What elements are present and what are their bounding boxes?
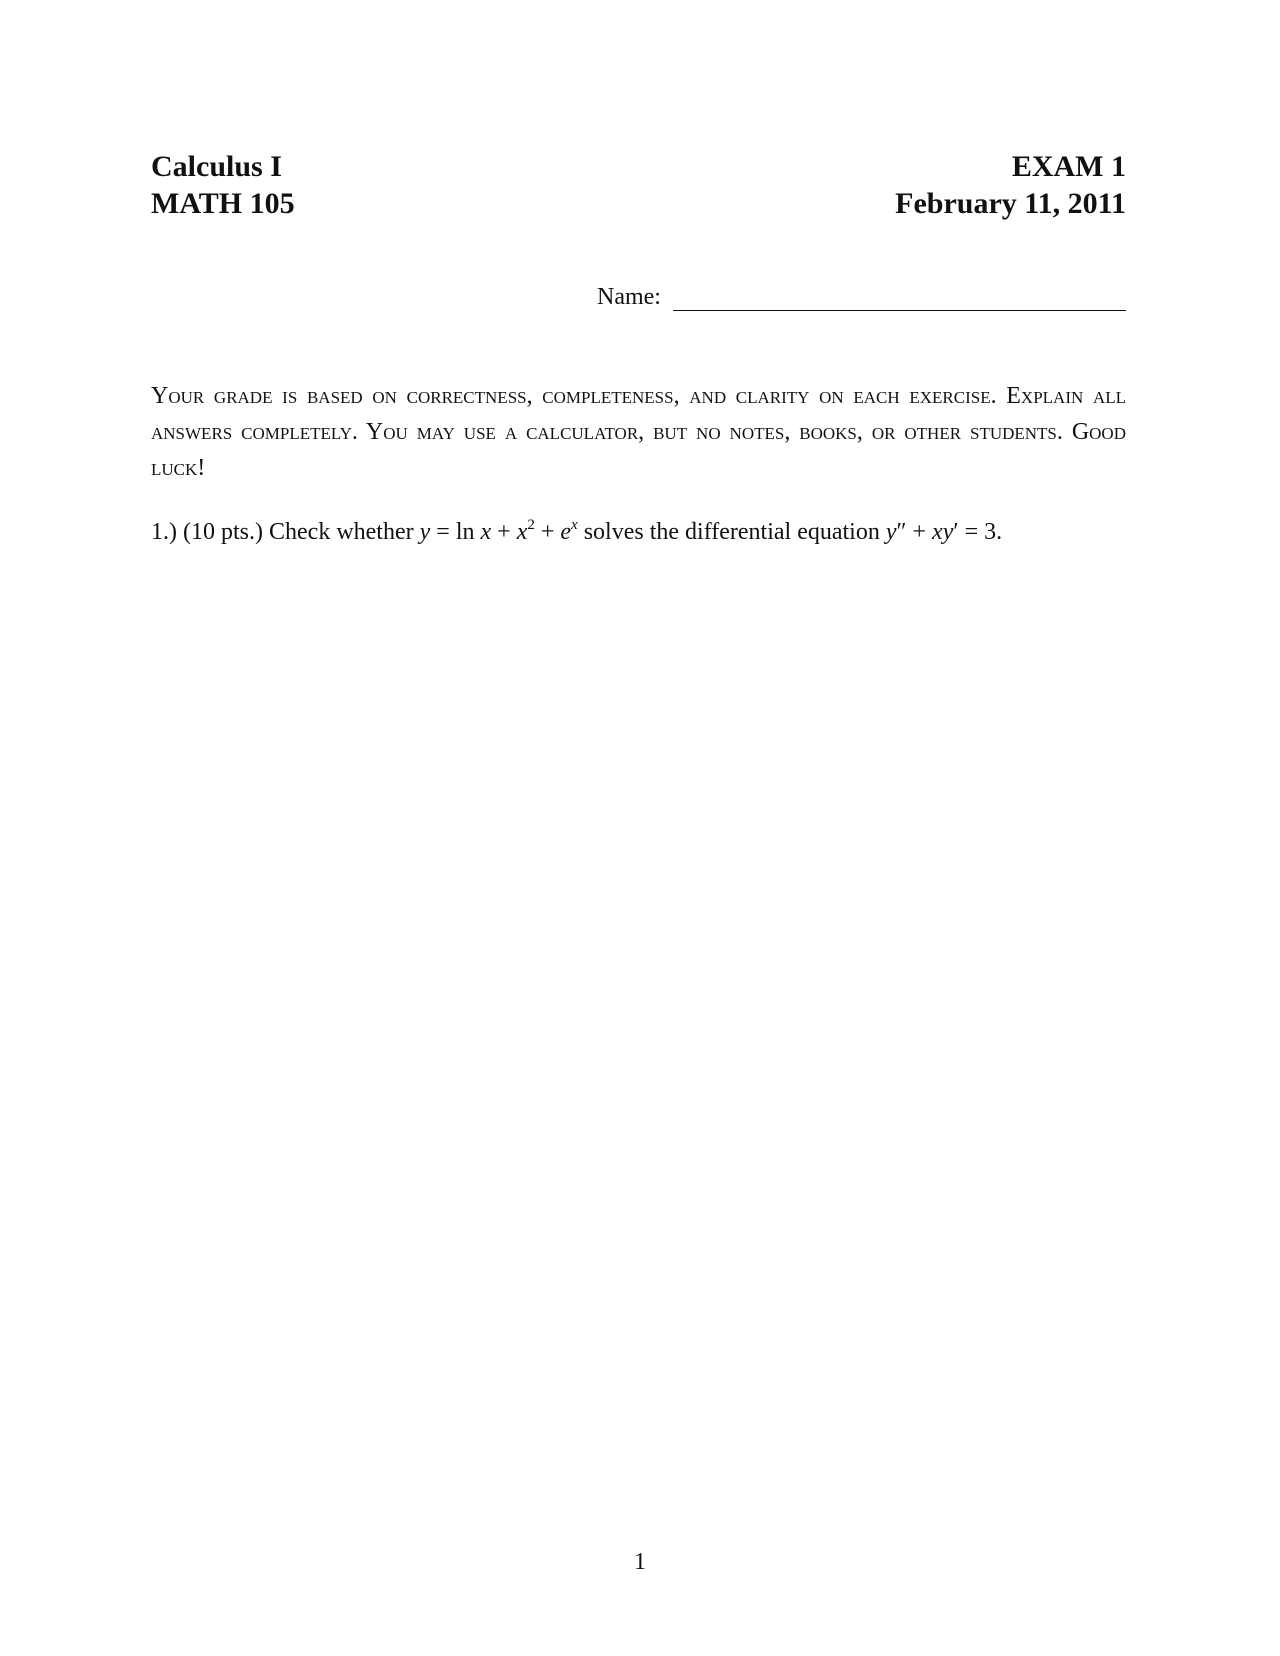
square-base: x <box>516 519 528 545</box>
exam-date: February 11, 2011 <box>895 187 1126 220</box>
name-input-line[interactable] <box>673 288 1126 311</box>
first-derivative-symbol: y <box>942 519 954 545</box>
exp-exponent: x <box>571 517 578 533</box>
exam-header <box>895 148 1126 222</box>
page-number: 1 <box>634 1549 646 1575</box>
exam-title: EXAM 1 <box>1011 150 1126 183</box>
differential-equation: y″ + xy′ = 3. <box>885 519 1003 545</box>
coefficient-symbol: x <box>932 519 943 545</box>
name-label: Name: <box>597 284 661 310</box>
question-text-middle: solves the differential equation <box>583 519 880 545</box>
function-lhs: y <box>419 519 431 545</box>
equation-rhs: 3. <box>984 519 1003 545</box>
exp-base: e <box>560 519 572 545</box>
square-exponent: 2 <box>527 517 535 533</box>
name-field-row <box>597 284 1126 311</box>
question-text-before: Check whether <box>269 519 414 545</box>
question-1 <box>151 516 1131 548</box>
question-number: 1.) <box>151 519 177 545</box>
course-title: Calculus I <box>151 150 282 183</box>
exam-instructions: Your grade is based on correctness, completeness, and clarity on each exercise. Explain all answers completely. You may use a calculator, but no notes, books, or other students. Good luck! <box>151 383 1126 481</box>
second-derivative-symbol: y <box>885 519 897 545</box>
course-code: MATH 105 <box>151 187 295 220</box>
question-points: (10 pts.) <box>183 519 263 545</box>
course-header <box>151 148 295 222</box>
function-expression: $y = \ln x + x^2 + e^x$ <box>419 517 578 545</box>
ln-argument: x <box>480 519 492 545</box>
ln-symbol: ln <box>455 519 475 545</box>
